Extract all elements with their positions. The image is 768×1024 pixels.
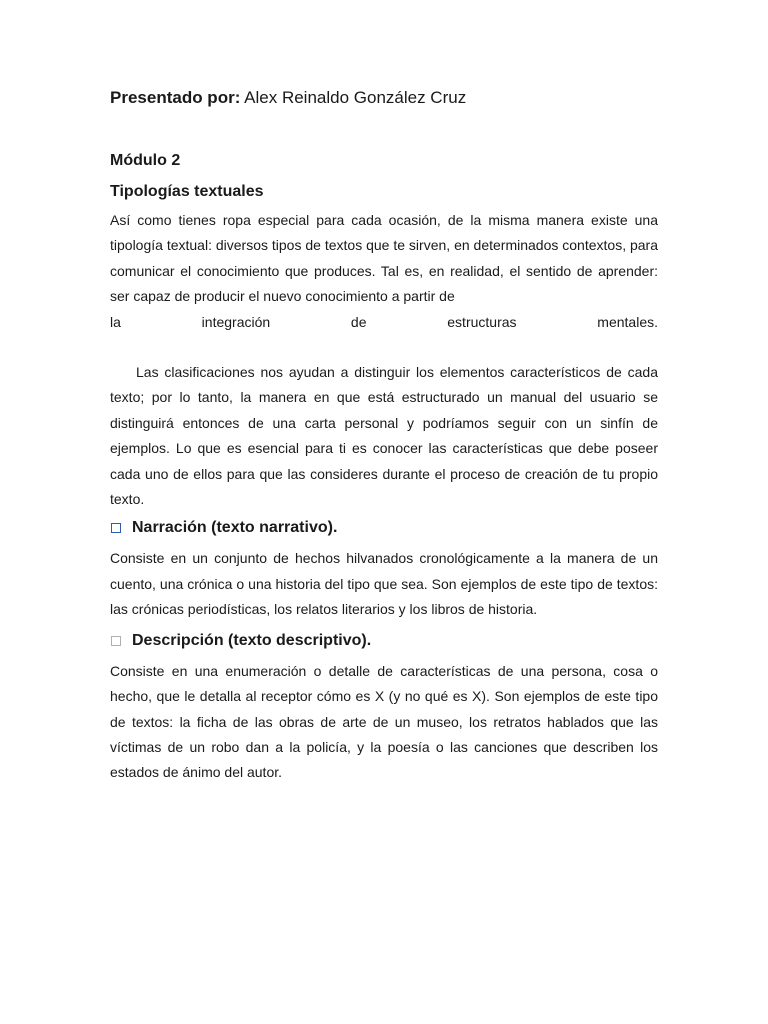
description-heading xyxy=(110,627,658,655)
intro-paragraph-main: Así como tienes ropa especial para cada ocasión, de la misma manera existe una tipología textual: diversos tipos de textos que te sirven, en determinados contextos, para comunicar el conocimiento que produces. Tal es, en realidad, el sentido de aprender: ser capaz de producir el nuevo conocimiento a partir de xyxy=(110,212,658,305)
section-title: Tipologías textuales xyxy=(110,183,264,200)
narration-paragraph: Consiste en un conjunto de hechos hilvanados cronológicamente a la manera de un cuento, una crónica o una historia del tipo que sea. Son ejemplos de este tipo de textos: las crónicas periodísticas, los relatos literarios y los libros de historia. xyxy=(110,550,658,618)
classifications-paragraph: Las clasificaciones nos ayudan a distinguir los elementos característicos de cada texto; por lo tanto, la manera en que está estructurado un manual del usuario se distinguirá entonces de una carta personal y podríamos seguir con un sinfín de ejemplos. Lo que es esencial para ti es conocer las características que debe poseer cada uno de ellos para que las consideres durante el proceso de creación de tu propio texto. xyxy=(110,364,658,508)
description-heading-text: Descripción (texto descriptivo). xyxy=(132,631,372,649)
description-paragraph: Consiste en una enumeración o detalle de características de una persona, cosa o hecho, que le detalla al receptor cómo es X (y no qué es X). Son ejemplos de este tipo de textos: la ficha de las obras de arte de un museo, los retratos hablados que las víctimas de un robo dan a la policía, y la poesía o las canciones que describen los estados de ánimo del autor. xyxy=(110,662,658,781)
module-title: Módulo 2 xyxy=(110,152,181,169)
document-page xyxy=(110,86,658,786)
intro-paragraph xyxy=(110,208,658,310)
presenter-name: Alex Reinaldo González Cruz xyxy=(240,88,467,107)
checkbox-bullet-icon xyxy=(111,523,121,533)
checkbox-bullet-icon xyxy=(111,636,121,646)
narration-heading-text: Narración (texto narrativo). xyxy=(132,519,338,537)
intro-paragraph-last-line: la integración de estructuras mentales. xyxy=(110,313,658,330)
narration-heading xyxy=(110,514,658,542)
presenter-line xyxy=(110,86,658,110)
presenter-label: Presentado por: xyxy=(110,88,241,107)
